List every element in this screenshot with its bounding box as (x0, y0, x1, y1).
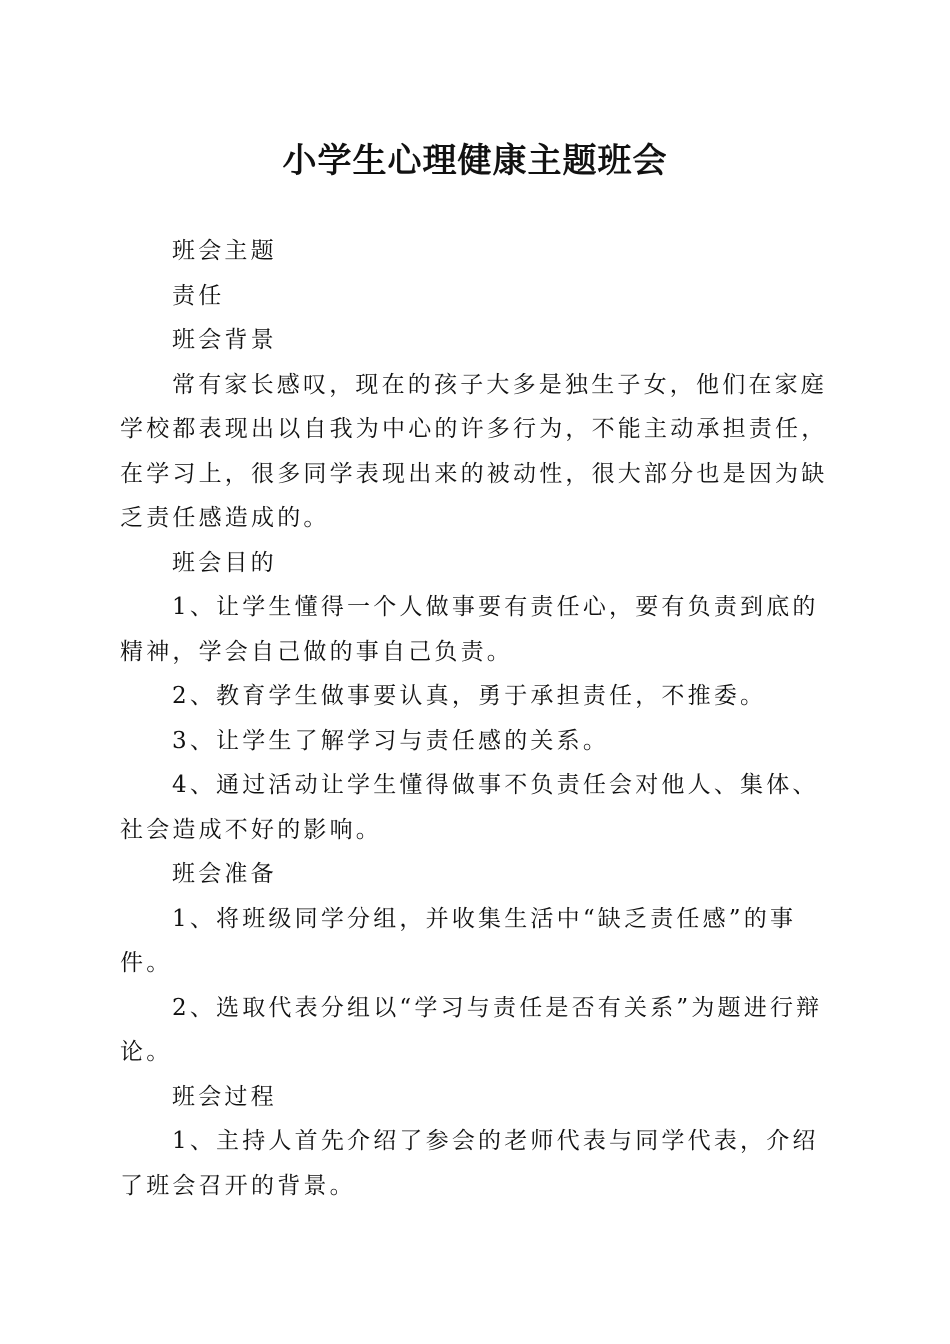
section-heading-theme: 班会主题 (172, 238, 277, 264)
theme-text: 责任 (172, 282, 225, 309)
purpose-item-4: 4、通过活动让学生懂得做事不负责任会对他人、集体、社会造成不好的影响。 (120, 772, 819, 843)
section-heading-purpose: 班会目的 (172, 549, 277, 576)
section-heading-process: 班会过程 (172, 1083, 277, 1110)
background-text: 常有家长感叹，现在的孩子大多是独生子女，他们在家庭学校都表现出以自我为中心的许多行为，不能主动承担责任，在学习上，很多同学表现出来的被动性，很大部分也是因为缺乏责任感造成的。 (120, 371, 828, 531)
purpose-item-2: 2、教育学生做事要认真，勇于承担责任，不推委。 (172, 683, 767, 709)
purpose-item-1: 1、让学生懂得一个人做事要有责任心，要有负责到底的精神，学会自己做的事自己负责。 (120, 594, 819, 665)
purpose-item-3: 3、让学生了解学习与责任感的关系。 (172, 727, 610, 754)
section-heading-background: 班会背景 (172, 327, 277, 353)
process-item-1: 1、主持人首先介绍了参会的老师代表与同学代表，介绍了班会召开的背景。 (120, 1128, 819, 1199)
preparation-item-2: 2、选取代表分组以“学习与责任是否有关系”为题进行辩论。 (120, 994, 823, 1065)
preparation-item-1: 1、将班级同学分组，并收集生活中“缺乏责任感”的事件。 (120, 905, 797, 976)
document-title: 小学生心理健康主题班会 (282, 141, 668, 181)
section-heading-preparation: 班会准备 (172, 861, 277, 887)
document-body (120, 229, 835, 1208)
